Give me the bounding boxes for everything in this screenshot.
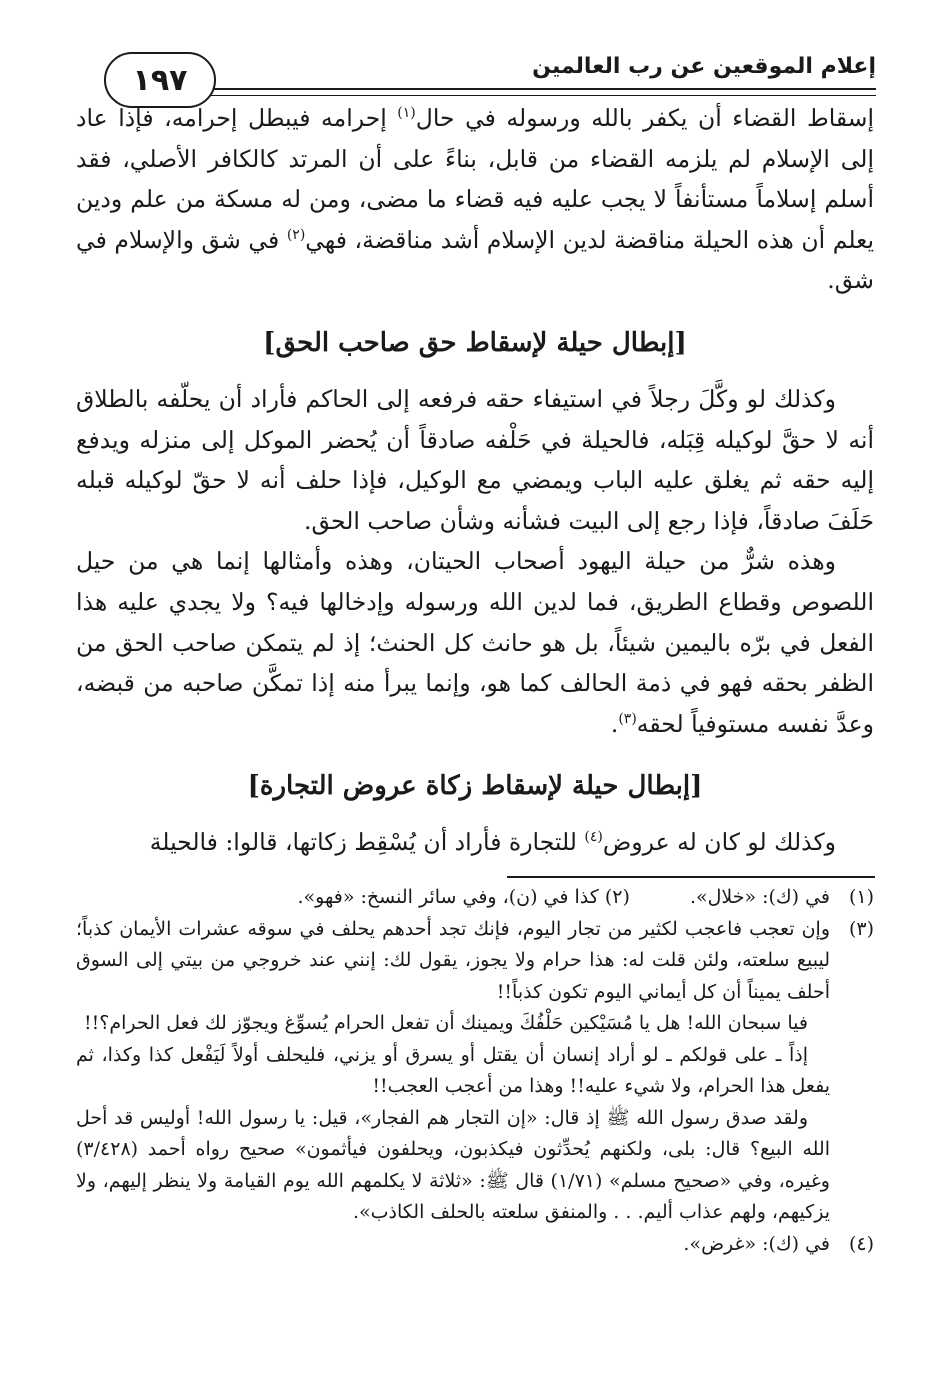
footnote-number: (١) [848,886,874,908]
footnote-text: وإن تعجب فاعجب لكثير من تجار اليوم، فإنك تجد أحدهم يحلف في سوقه عشرات الأيمان كذباً؛ ليبيع سلعته، ولئن قلت له: هذا حرام ولا يجوز، يقول لك: إنني عند خروجي من بيتي إلى السوق أحلف يميناً أن كل أيماني اليوم تكون كذباً!! [76,917,830,1003]
paragraph: وكذلك لو كان له عروض$^{(٤)}$ للتجارة فأراد أن يُسْقِط زكاتها، قالوا: فالحيلة [149,828,836,857]
footnote-ref[interactable]: (١) [397,105,416,122]
paragraph: إسقاط القضاء أن يكفر بالله ورسوله في حال$^{(١)}$ إحرامه فيبطل إحرامه، فإذا عاد إلى الإسلام لم يلزمه القضاء من قابل، بناءً على أن المرتد كالكافر الأصلي، فقد أسلم إسلاماً مستأنفاً لا يجب عليه فيه قضاء ما مضى، ومن له مسكة من علم ودين يعلم أن هذه الحيلة مناقضة لدين الإسلام أشد مناقضة، فهي$^{(٢)}$ في شق والإسلام في شق. [76,104,874,295]
footnote-continuation [76,1008,874,1229]
footnote-number: (٢) [604,886,630,908]
header-rule [186,88,876,90]
page-number: ١٩٧ [104,52,216,108]
footnotes [76,882,874,1260]
header-rule-thin [186,95,876,96]
footnote-text: إذاً ـ على قولكم ـ لو أراد إنسان أن يقتل أو يسرق أو يزني، فليحلف أولاً لَيَفْعل كذا وكذا، ثم يفعل هذا الحرام، ولا شيء عليه!! وهذا من أعجب العجب!! [76,1043,830,1097]
footnote-ref[interactable]: (٤) [584,829,603,846]
footnote-text: ولقد صدق رسول الله ﷺ إذ قال: «إن التجار هم الفجار»، قيل: يا رسول الله! أوليس قد أحل الله البيع؟ قال: بلى، ولكنهم يُحدِّثون فيكذبون، ويحلفون فيأثمون» صحيح رواه أحمد (٣/٤٢٨) وغيره، وفي «صحيح مسلم» (١/٧١) قال ﷺ: «ثلاثة لا يكلمهم الله يوم القيامة ولا ينظر إليهم، ولا يزكيهم، ولهم عذاب أليم. . . والمنفق سلعته بالحلف الكاذب». [76,1106,830,1223]
footnote-text: في (ك): «خلال». [689,886,830,908]
paragraph: وهذه شرٌّ من حيلة اليهود أصحاب الحيتان، وهذه وأمثالها إنما هي من حيل اللصوص وقطاع الطريق، فما لدين الله ورسوله وإدخالها فيه؟ ولا يجدي عليه هذا الفعل في برّه باليمين شيئاً، بل هو حانث كل الحنث؛ إذ لم يتمكن صاحب الحق من الظفر بحقه فهو في ذمة الحالف كما هو، وإنما يبرأ منه إذا تمكَّن صاحبه من قبضه، وعدَّ نفسه مستوفياً لحقه$^{(٣)}$. [76,547,874,738]
page-header [76,40,876,98]
footnote-row [76,1229,874,1261]
section-heading: [إبطال حيلة لإسقاط حق صاحب الحق] [263,327,687,358]
footnote-ref[interactable]: (٢) [286,226,306,243]
paragraph: وكذلك لو وكَّلَ رجلاً في استيفاء حقه فرفعه إلى الحاكم فأراد أن يحلّفه بالطلاق أنه لا حقَّ لوكيله قِبَله، فالحيلة في حَلْفه صادقاً أن يُحضر الموكل إلى منزله ويدفع إليه حقه ثم يغلق عليه الباب ويمضي مع الوكيل، فإذا حلف أنه لا حقّ لوكيله قبله حَلَفَ صادقاً، فإذا رجع إلى البيت فشأنه وشأن صاحب الحق. [76,384,874,535]
main-text [76,98,874,863]
footnote-text: فيا سبحان الله! هل يا مُسَيْكين حَلْفُكَ ويمينك أن تفعل الحرام يُسوِّغ ويجوّز لك فعل الحرام؟!! [84,1012,808,1034]
footnote-row [76,914,874,1009]
footnote-row [76,882,874,914]
footnote-number: (٤) [848,1232,874,1255]
footnote-text: في (ك): «غرض». [683,1232,830,1255]
footnote-separator [507,876,875,878]
section-heading: [إبطال حيلة لإسقاط زكاة عروض التجارة] [247,771,703,802]
footnote-ref[interactable]: (٣) [618,710,637,727]
book-title: إعلام الموقعين عن رب العالمين [532,54,876,79]
footnote-number: (٣) [848,917,874,940]
footnote-text: كذا في (ن)، وفي سائر النسخ: «فهو». [297,886,599,908]
